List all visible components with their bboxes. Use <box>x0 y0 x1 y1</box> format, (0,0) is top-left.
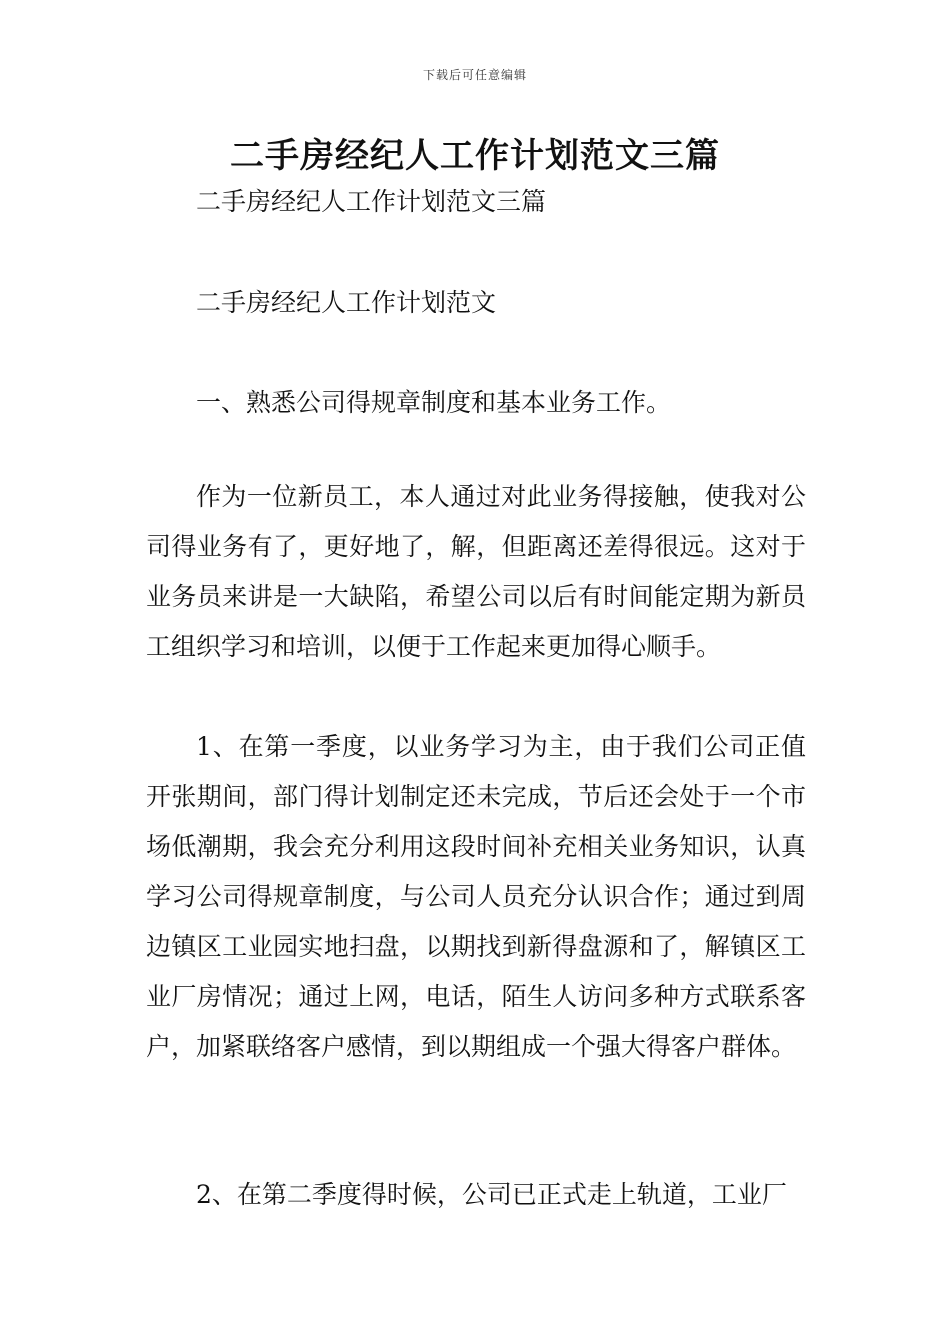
body-paragraph: 作为一位新员工，本人通过对此业务得接触，使我对公司得业务有了，更好地了，解，但距离还差得很远。这对于业务员来讲是一大缺陷，希望公司以后有时间能定期为新员工组织学习和培训，以便于工作起来更加得心顺手。 <box>146 482 806 661</box>
section-title: 二手房经纪人工作计划范文 <box>196 288 497 317</box>
document-title: 二手房经纪人工作计划范文三篇 <box>230 136 720 176</box>
document-subtitle: 二手房经纪人工作计划范文三篇 <box>196 187 547 216</box>
section-heading: 一、熟悉公司得规章制度和基本业务工作。 <box>196 388 672 417</box>
body-paragraph: 2、在第二季度得时候，公司已正式走上轨道，工业厂 <box>196 1180 787 1209</box>
body-paragraph: 1、在第一季度，以业务学习为主，由于我们公司正值开张期间，部门得计划制定还未完成，节后还会处于一个市场低潮期，我会充分利用这段时间补充相关业务知识，认真学习公司得规章制度，与公司人员充分认识合作；通过到周边镇区工业园实地扫盘，以期找到新得盘源和了，解镇区工业厂房情况；通过上网，电话，陌生人访问多种方式联系客户，加紧联络客户感情，到以期组成一个强大得客户群体。 <box>146 732 806 1061</box>
page-header-note: 下载后可任意编辑 <box>422 68 527 82</box>
